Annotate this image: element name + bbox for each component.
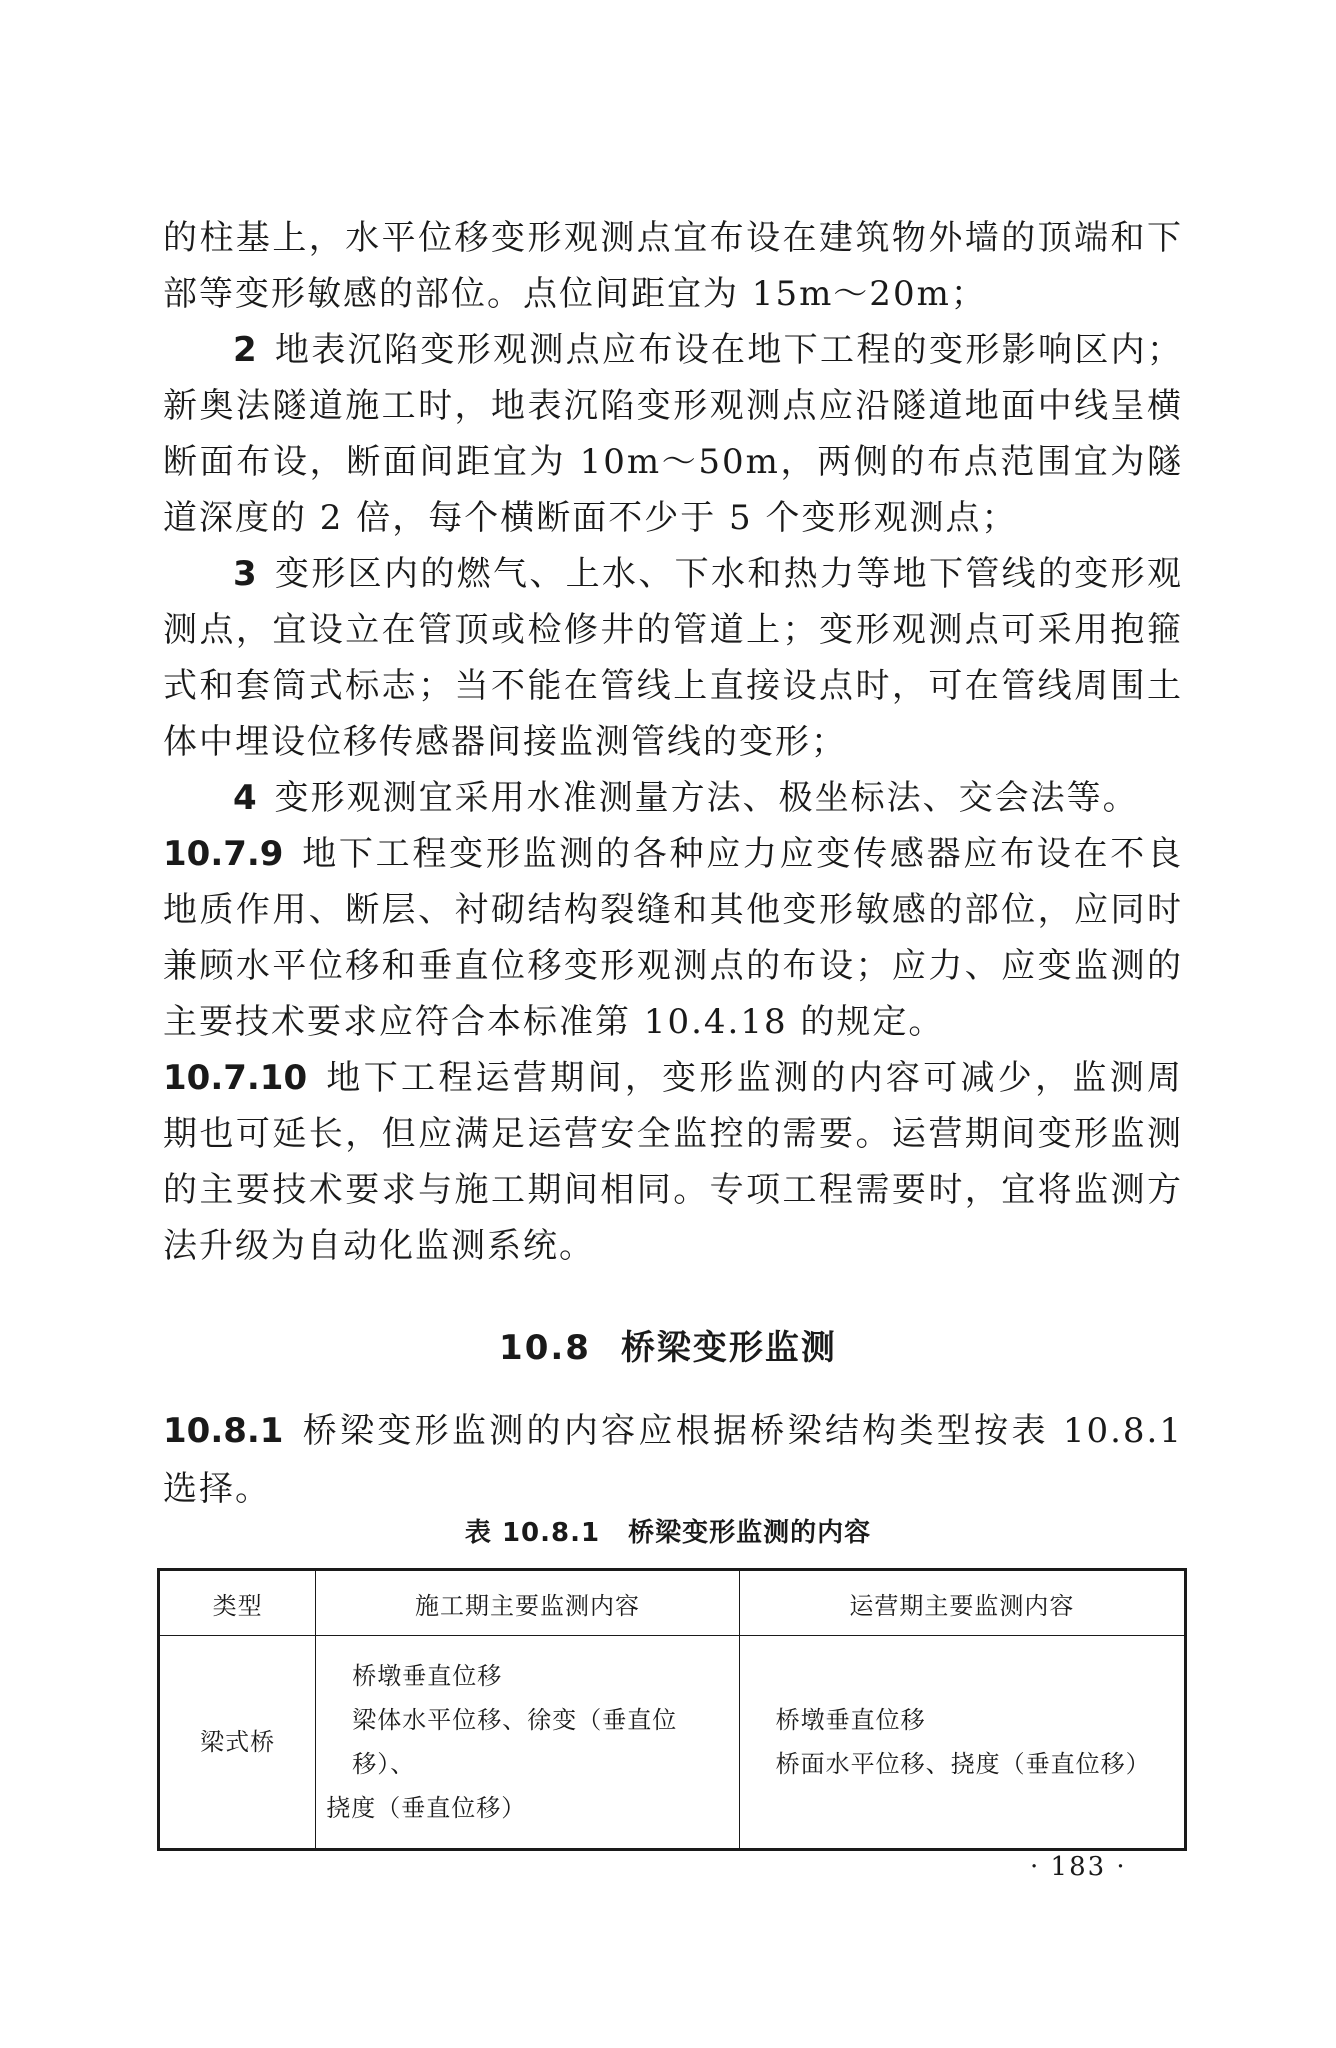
item-text: 变形观测宜采用水准测量方法、极坐标法、交会法等。	[274, 778, 1139, 818]
cell-line: 桥面水平位移、挠度（垂直位移）	[775, 1750, 1151, 1778]
page-number: · 183 ·	[1030, 1852, 1127, 1882]
clause-text: 地下工程运营期间，变形监测的内容可减少，监测周期也可延长，但应满足运营安全监控的需要。运营期间变形监测的主要技术要求与施工期间相同。专项工程需要时，宜将监测方法升级为自动化监测系统。	[163, 1058, 1183, 1266]
item-number: 4	[233, 778, 257, 818]
header-type: 类型	[159, 1570, 316, 1636]
cell-line: 桥墩垂直位移	[352, 1662, 503, 1690]
clause-10-7-10	[163, 1050, 1183, 1274]
item-4	[163, 770, 1183, 826]
item-number: 3	[233, 554, 257, 594]
section-number: 10.8	[499, 1328, 591, 1368]
monitoring-table	[157, 1568, 1187, 1851]
section-heading	[0, 1320, 1336, 1369]
clause-number: 10.8.1	[163, 1411, 284, 1451]
clause-10-7-9	[163, 826, 1183, 1050]
clause-text: 桥梁变形监测的内容应根据桥梁结构类型按表 10.8.1 选择。	[163, 1411, 1183, 1509]
item-3	[163, 546, 1183, 770]
cell-line: 梁体水平位移、徐变（垂直位移）、	[352, 1706, 678, 1778]
table-caption	[0, 1512, 1336, 1549]
cell-line: 挠度（垂直位移）	[326, 1794, 527, 1822]
header-operation: 运营期主要监测内容	[739, 1570, 1185, 1636]
cell-type: 梁式桥	[159, 1636, 316, 1850]
item-number: 2	[233, 330, 257, 370]
header-construction: 施工期主要监测内容	[316, 1570, 739, 1636]
cell-construction	[316, 1636, 739, 1850]
body-text	[163, 210, 1183, 1274]
paragraph-continued: 的柱基上，水平位移变形观测点宜布设在建筑物外墙的顶端和下部等变形敏感的部位。点位间距宜为 15m～20m；	[163, 218, 1183, 314]
cell-operation	[739, 1636, 1185, 1850]
table-title: 桥梁变形监测的内容	[628, 1518, 872, 1548]
item-text: 地表沉陷变形观测点应布设在地下工程的变形影响区内；新奥法隧道施工时，地表沉陷变形观测点应沿隧道地面中线呈横断面布设，断面间距宜为 10m～50m，两侧的布点范围宜为隧道深度的 2 倍，每个横断面不少于 5 个变形观测点；	[163, 330, 1183, 538]
clause-number: 10.7.9	[163, 834, 284, 874]
section-title: 桥梁变形监测	[620, 1328, 837, 1368]
clause-number: 10.7.10	[163, 1058, 308, 1098]
table-number: 表 10.8.1	[464, 1518, 601, 1548]
cell-line: 桥墩垂直位移	[775, 1706, 926, 1734]
table-header-row	[159, 1570, 1186, 1636]
clause-10-8-1	[163, 1402, 1183, 1518]
clause-text: 地下工程变形监测的各种应力应变传感器应布设在不良地质作用、断层、衬砌结构裂缝和其他变形敏感的部位，应同时兼顾水平位移和垂直位移变形观测点的布设；应力、应变监测的主要技术要求应符合本标准第 10.4.18 的规定。	[163, 834, 1183, 1042]
item-text: 变形区内的燃气、上水、下水和热力等地下管线的变形观测点，宜设立在管顶或检修井的管道上；变形观测点可采用抱箍式和套筒式标志；当不能在管线上直接设点时，可在管线周围土体中埋设位移传感器间接监测管线的变形；	[163, 554, 1183, 762]
table-row	[159, 1636, 1186, 1850]
item-2	[163, 322, 1183, 546]
